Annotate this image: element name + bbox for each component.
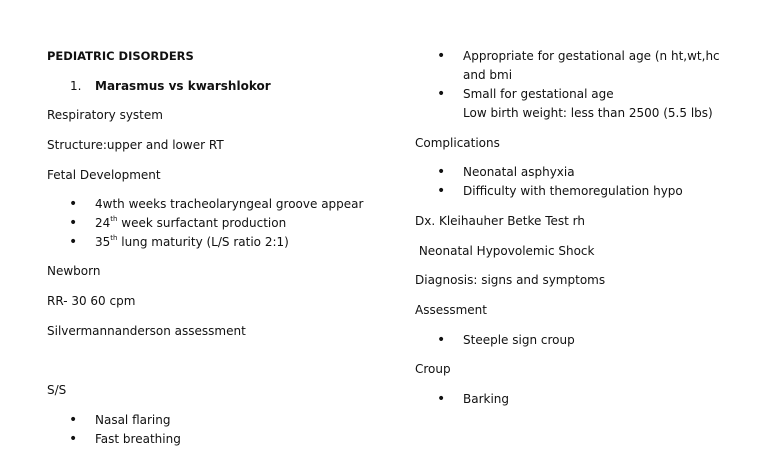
section-dx: Dx. Kleihauher Betke Test rh [415,214,586,228]
bullet-icon: • [437,332,446,348]
section-silverman: Silvermannanderson assessment [47,324,246,338]
list-item-text: 35th lung maturity (L/S ratio 2:1) [95,234,289,249]
list-item-text: Difficulty with themoregulation hypo [463,184,683,198]
list-item-text: Barking [463,392,510,406]
item-text: Marasmus vs kwarshlokor [95,79,271,93]
bullet-icon: • [437,48,446,64]
bullet-icon: • [69,234,78,250]
section-diagnosis: Diagnosis: signs and symptoms [415,273,606,287]
bullet-icon: • [69,215,78,231]
item-number: 1. [70,79,82,93]
section-complications: Complications [415,136,500,150]
section-assessment: Assessment [415,303,487,317]
section-hypovolemic-shock: Neonatal Hypovolemic Shock [415,244,595,258]
list-item-continuation: and bmi [463,68,513,82]
section-respiratory: Respiratory system [47,108,163,122]
section-fetal-development: Fetal Development [47,168,161,182]
bullet-icon: • [437,391,446,407]
list-item-text: Small for gestational age [463,87,614,101]
bullet-icon: • [69,412,78,428]
section-croup: Croup [415,362,451,376]
section-structure: Structure:upper and lower RT [47,138,224,152]
document-title: PEDIATRIC DISORDERS [47,49,194,63]
bullet-icon: • [437,86,446,102]
bullet-icon: • [69,196,78,212]
list-item-text: 24th week surfactant production [95,215,287,230]
section-rr: RR- 30 60 cpm [47,294,136,308]
section-newborn: Newborn [47,264,101,278]
list-item-continuation: Low birth weight: less than 2500 (5.5 lbs) [463,106,713,120]
bullet-icon: • [437,164,446,180]
bullet-icon: • [69,431,78,447]
list-item-text: 4wth weeks tracheolaryngeal groove appear [95,197,364,211]
section-signs-symptoms: S/S [47,383,67,397]
list-item-text: Nasal flaring [95,413,171,427]
list-item-text: Appropriate for gestational age (n ht,wt,hc [463,49,720,63]
list-item-text: Fast breathing [95,432,181,446]
list-item-text: Neonatal asphyxia [463,165,575,179]
bullet-icon: • [437,183,446,199]
list-item-text: Steeple sign croup [463,333,575,347]
